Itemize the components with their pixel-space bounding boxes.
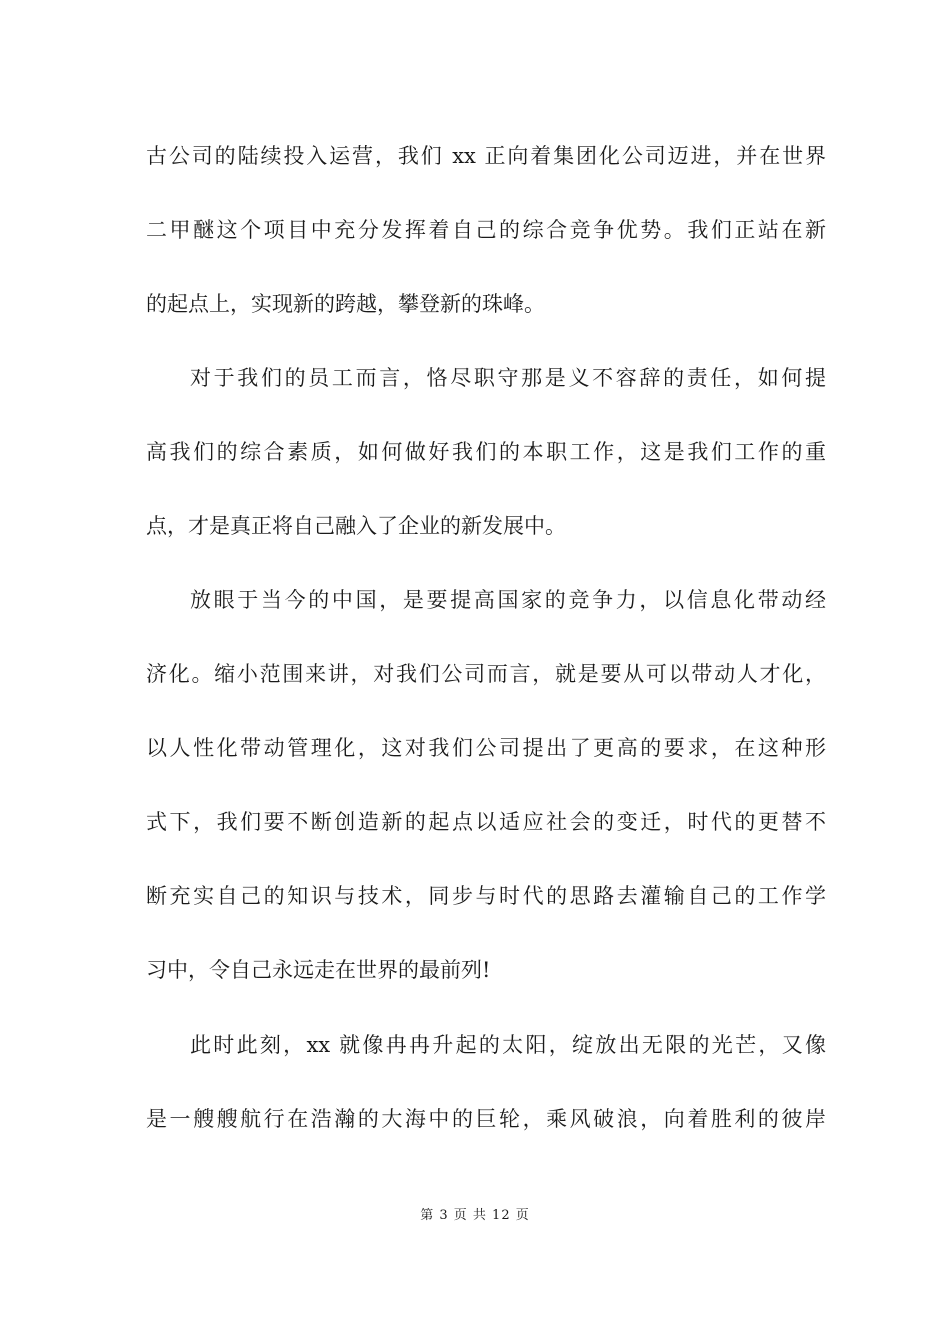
body-text-line: 高我们的综合素质，如何做好我们的本职工作，这是我们工作的重 bbox=[146, 440, 826, 464]
body-text-line: 古公司的陆续投入运营，我们 xx 正向着集团化公司迈进，并在世界 bbox=[146, 144, 826, 168]
body-text-line: 二甲醚这个项目中充分发挥着自己的综合竞争优势。我们正站在新 bbox=[146, 218, 826, 242]
body-text-line: 习中，令自己永远走在世界的最前列! bbox=[146, 958, 491, 982]
body-text-line: 断充实自己的知识与技术，同步与时代的思路去灌输自己的工作学 bbox=[146, 884, 826, 908]
body-text-line: 点，才是真正将自己融入了企业的新发展中。 bbox=[146, 514, 566, 538]
body-text-line: 对于我们的员工而言，恪尽职守那是义不容辞的责任，如何提 bbox=[190, 366, 826, 390]
body-text-line: 济化。缩小范围来讲，对我们公司而言，就是要从可以带动人才化， bbox=[146, 662, 826, 686]
page-number-footer: 第 3 页 共 12 页 bbox=[420, 1208, 530, 1223]
body-text-line: 是一艘艘航行在浩瀚的大海中的巨轮，乘风破浪，向着胜利的彼岸 bbox=[146, 1107, 826, 1131]
body-text-line: 以人性化带动管理化，这对我们公司提出了更高的要求，在这种形 bbox=[146, 736, 826, 760]
body-text-line: 此时此刻，xx 就像冉冉升起的太阳，绽放出无限的光芒，又像 bbox=[190, 1033, 826, 1057]
body-text-line: 式下，我们要不断创造新的起点以适应社会的变迁，时代的更替不 bbox=[146, 810, 826, 834]
body-text-line: 的起点上，实现新的跨越，攀登新的珠峰。 bbox=[146, 292, 545, 316]
body-text-line: 放眼于当今的中国，是要提高国家的竞争力，以信息化带动经 bbox=[190, 588, 826, 612]
